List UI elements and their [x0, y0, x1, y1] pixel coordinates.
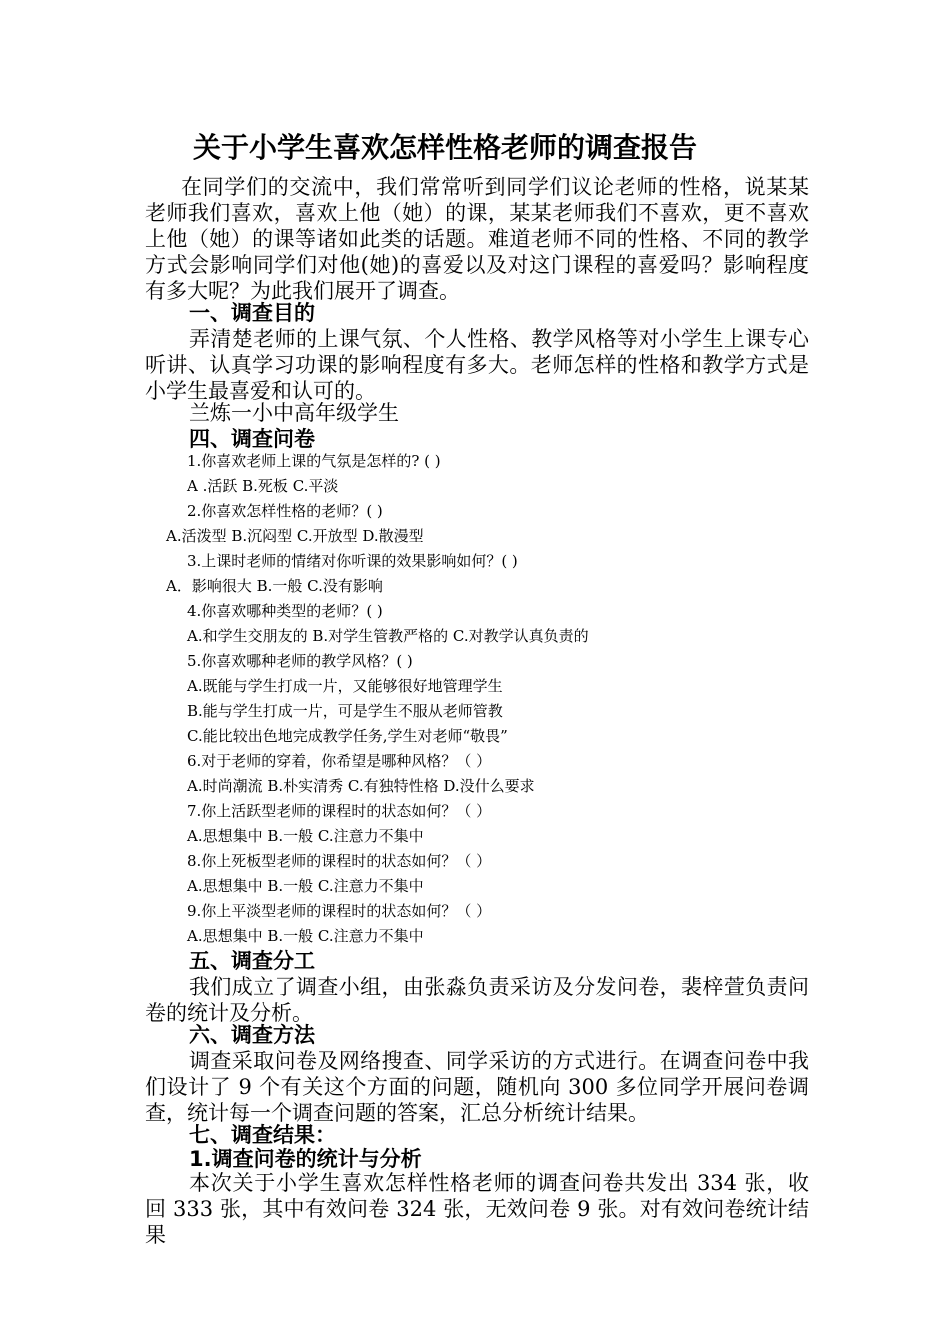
options-8: A.思想集中 B.一般 C.注意力不集中	[187, 877, 424, 895]
options-5b: B.能与学生打成一片，可是学生不服从老师管教	[187, 702, 503, 720]
section-5-heading: 五、调查分工	[189, 949, 315, 973]
question-8: 8.你上死板型老师的课程时的状态如何？（ ）	[187, 852, 492, 870]
question-2: 2.你喜欢怎样性格的老师？( )	[187, 502, 383, 520]
section-4-heading: 四、调查问卷	[189, 427, 315, 451]
question-6: 6.对于老师的穿着，你希望是哪种风格？（ ）	[187, 752, 492, 770]
options-9: A.思想集中 B.一般 C.注意力不集中	[187, 927, 424, 945]
section-1-paragraph: 弄清楚老师的上课气氛、个人性格、教学风格等对小学生上课专心听讲、认真学习功课的影响程度有多大。老师怎样的性格和教学方式是小学生最喜爱和认可的。	[145, 327, 809, 403]
question-3: 3.上课时老师的情绪对你听课的效果影响如何？( )	[187, 552, 518, 570]
question-5: 5.你喜欢哪种老师的教学风格？( )	[187, 652, 413, 670]
intro-paragraph: 在同学们的交流中，我们常常听到同学们议论老师的性格，说某某老师我们喜欢，喜欢上他（她）的课，某某老师我们不喜欢，更不喜欢上他（她）的课等诸如此类的话题。难道老师不同的性格、不同的教学方式会影响同学们对他(她)的喜爱以及对这门课程的喜爱吗？影响程度有多大呢？为此我们展开了调查。	[145, 175, 809, 303]
question-9: 9.你上平淡型老师的课程时的状态如何？（ ）	[187, 902, 492, 920]
options-2: A.活泼型 B.沉闷型 C.开放型 D.散漫型	[166, 527, 424, 545]
section-7-heading: 七、调查结果：	[189, 1123, 336, 1147]
section-7-subheading: 1.调查问卷的统计与分析	[189, 1147, 422, 1171]
options-3: A．影响很大 B.一般 C.没有影响	[166, 577, 383, 595]
question-1: 1.你喜欢老师上课的气氛是怎样的? ( )	[187, 452, 441, 470]
report-title: 关于小学生喜欢怎样性格老师的调查报告	[192, 131, 697, 164]
section-7-paragraph: 本次关于小学生喜欢怎样性格老师的调查问卷共发出 334 张，收回 333 张，其中有效问卷 324 张，无效问卷 9 张。对有效问卷统计结果	[145, 1171, 809, 1247]
question-4: 4.你喜欢哪种类型的老师？( )	[187, 602, 383, 620]
options-1: A .活跃 B.死板 C.平淡	[187, 477, 339, 495]
options-7: A.思想集中 B.一般 C.注意力不集中	[187, 827, 424, 845]
target-line: 兰炼一小中高年级学生	[189, 401, 399, 425]
options-4: A.和学生交朋友的 B.对学生管教严格的 C.对教学认真负责的	[187, 627, 589, 645]
section-5-paragraph: 我们成立了调查小组，由张淼负责采访及分发问卷，裴梓萱负责问卷的统计及分析。	[145, 975, 809, 1025]
options-5c: C.能比较出色地完成教学任务,学生对老师“敬畏”	[187, 727, 508, 745]
section-1-heading: 一、调查目的	[189, 301, 315, 325]
options-5a: A.既能与学生打成一片，又能够很好地管理学生	[187, 677, 503, 695]
section-6-heading: 六、调查方法	[189, 1023, 315, 1047]
question-7: 7.你上活跃型老师的课程时的状态如何？（ ）	[187, 802, 492, 820]
options-6: A.时尚潮流 B.朴实清秀 C.有独特性格 D.没什么要求	[187, 777, 535, 795]
section-6-paragraph: 调查采取问卷及网络搜查、同学采访的方式进行。在调查问卷中我们设计了 9 个有关这个方面的问题，随机向 300 多位同学开展问卷调查，统计每一个调查问题的答案，汇总分析统计结果。	[145, 1049, 809, 1125]
